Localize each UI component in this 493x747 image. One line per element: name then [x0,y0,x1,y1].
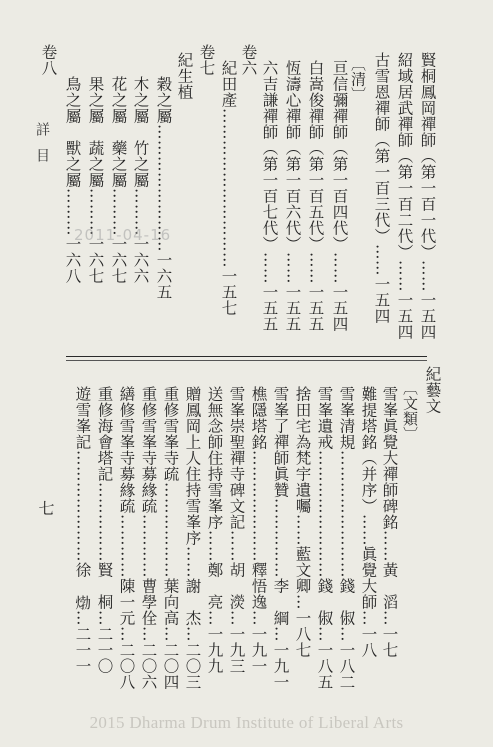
toc-entry: 穀之屬……………………一六五 [154,76,173,300]
page-number: 七 [36,500,55,516]
section-heading: 紀藝文 [423,366,442,414]
toc-entry: 賢桐鳳岡禪師（第一百一代）……一五四 [418,52,437,340]
toc-entry: 雪峯清規……………………錢 俶…一八二 [337,386,356,690]
toc-entry: 捨田宅為梵宇遺囑……藍文卿…一八七 [293,386,312,658]
toc-entry: 重修海會塔記……………賢 桐…二一〇 [95,386,114,674]
toc-entry: 雪峯遺戒……………………錢 俶…一八五 [315,386,334,690]
toc-entry: 果之屬 蔬之屬………一六七 [86,76,105,284]
page-divider [66,356,427,357]
category-heading: 〔文類〕 [401,380,419,442]
volume-heading: 卷八 [39,44,58,76]
toc-entry: 重修雪峯寺疏………………葉向高…二〇四 [161,386,180,690]
volume-heading: 卷七 [197,44,216,76]
toc-entry: 木之屬 竹之屬………一六六 [131,76,150,284]
toc-entry: 雪峯眞覺大禪師碑銘……黃 滔…一七 [380,386,399,658]
toc-entry: 遊雪峯記…………………徐 𤊹…二一一 [73,386,92,674]
toc-entry: 贈鳳岡上人住持雪峯序……謝 杰…二〇三 [183,386,202,690]
toc-entry: 紀田產…………………………一五七 [219,60,238,316]
toc-entry: 六吉謙禪師（第一百七代）……一五五 [260,60,279,332]
toc-entry: 雪峯了禪師眞贊……………李 綱…一九一 [271,386,290,690]
toc-entry: 繕修雪峯寺募緣疏…………陳一元…二〇八 [117,386,136,690]
section-heading: 紀生植 [175,52,194,100]
volume-heading: 卷六 [239,44,258,76]
toc-entry: 亘信彌禪師（第一百四代）……一五四 [330,60,349,332]
toc-entry: 送無念師住持雪峯序……鄭 亮…一九九 [205,386,224,674]
toc-entry: 雪峯崇聖禪寺碑文記……胡 濙…一九三 [227,386,246,674]
section-side-label: 詳目 [34,122,50,174]
toc-entry: 白嵩俊禪師（第一百五代）……一五五 [306,60,325,332]
toc-entry: 紹域居武禪師（第一百二代）……一五四 [395,52,414,340]
toc-entry: 古雪恩禪師（第一百三代）……一五四 [372,52,391,324]
toc-entry: 重修雪峯寺募緣疏…………曹學佺…二〇六 [139,386,158,690]
toc-entry: 花之屬 藥之屬………一六七 [109,76,128,284]
toc-entry: 恆濤心禪師（第一百六代）……一五五 [283,60,302,332]
toc-entry: 鳥之屬 獸之屬………一六八 [63,76,82,284]
scan-date-stamp: 2011-04-16 [74,226,172,244]
page-divider-thin [66,360,427,361]
institution-watermark: 2015 Dharma Drum Institute of Liberal Arts [89,713,404,732]
dynasty-heading: 〔清〕 [349,56,367,103]
toc-entry: 難提塔銘（并序）……眞覺大師…一八 [359,386,378,658]
toc-entry: 樵隱塔銘…………………釋悟逸…一九一 [249,386,268,674]
